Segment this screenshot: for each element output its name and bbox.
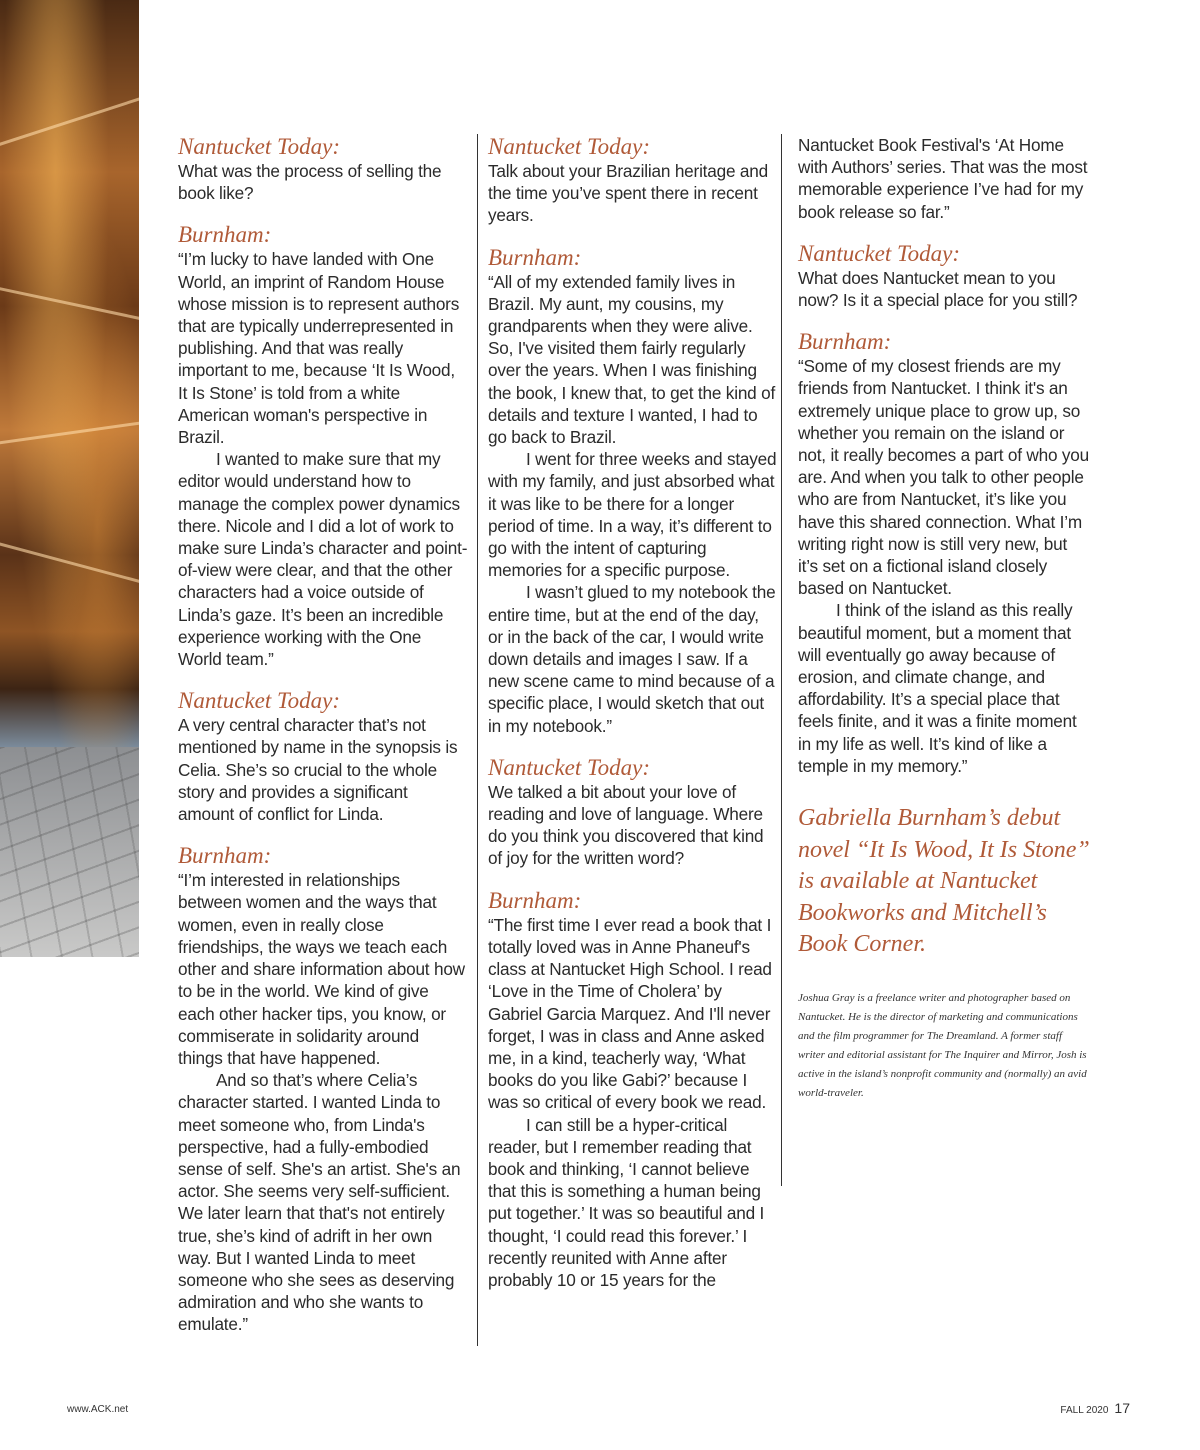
answer-label: Burnham: (798, 329, 892, 355)
column-2 (488, 134, 778, 1291)
question-text: What was the process of selling the book like? (178, 161, 442, 204)
answer-paragraph: “I’m interested in relationships between women and the ways that women, even in really close friendships, the ways we teach each other and share information about how to be in the world. We kind of give each other hacker tips, you know, or commiserate in solidarity around things that have happened. (178, 870, 465, 1068)
question-label: Nantucket Today: (798, 240, 961, 266)
answer-paragraph: “Some of my closest friends are my friends from Nantucket. I think it's an extremely unique place to grow up, so whether you remain on the island or not, it really becomes a part of who you are. And when you talk to other people who are from Nantucket, it’s like you have this shared connection. What I’m writing right now is still very new, but it’s set on a fictional island closely based on Nantucket. (798, 356, 1090, 599)
answer-paragraph: I think of the island as this really beautiful moment, but a moment that will eventually go away because of erosion, and climate change, and affordability. It’s a special place that feels finite, and it was a finite moment in my life as well. It’s kind of like a temple in my memory.” (798, 600, 1077, 776)
column-3 (798, 134, 1090, 1103)
answer-label: Burnham: (178, 843, 272, 869)
answer-paragraph: And so that’s where Celia’s character started. I wanted Linda to meet someone who, from Linda's perspective, had a fully-embodied sense of self. She's an artist. She's an actor. She seems very self-sufficient. We later learn that that's not entirely true, she’s kind of adrift in her own way. But I wanted Linda to meet someone who she sees as deserving admiration and who she wants to emulate.” (178, 1070, 461, 1335)
question-label: Nantucket Today: (488, 754, 651, 780)
answer-paragraph: I went for three weeks and stayed with my family, and just absorbed what it was like to be there for a longer period of time. In a way, it’s different to go with the intent of capturing memories for a specific purpose. (488, 449, 777, 581)
question-label: Nantucket Today: (488, 134, 651, 159)
question-label: Nantucket Today: (178, 688, 341, 714)
column-1 (178, 134, 468, 1336)
answer-label: Burnham: (488, 887, 582, 913)
closing-availability-note: Gabriella Burnham’s debut novel “It Is Wood, It Is Stone” is available at Nantucket Bookworks and Mitchell’s Book Corner. (798, 805, 1090, 958)
question-label: Nantucket Today: (178, 134, 341, 159)
footer-issue (1060, 1400, 1130, 1416)
answer-paragraph: I can still be a hyper-critical reader, but I remember reading that book and thinking, ‘I cannot believe that this is something a human being put together.’ It was so beautiful and I thought, ‘I could read this forever.’ I recently reunited with Anne after probably 10 or 15 years for the (488, 1114, 765, 1290)
answer-paragraph: “All of my extended family lives in Brazil. My aunt, my cousins, my grandparents when they were alive. So, I've visited them fairly regularly over the years. When I was finishing the book, I knew that, to get the kind of details and texture I wanted, I had to go back to Brazil. (488, 271, 776, 448)
answer-paragraph: “The first time I ever read a book that I totally loved was in Anne Phaneuf's class at Nantucket High School. I read ‘Love in the Time of Cholera’ by Gabriel Garcia Marquez. And I'll never forget, I was in class and Anne asked me, in a kind, teacherly way, ‘What books do you like Gabi?’ because I was so critical of every book we read. (488, 914, 772, 1113)
issue-label: FALL 2020 (1060, 1405, 1109, 1416)
question-text: Talk about your Brazilian heritage and the time you’ve spent there in recent years. (488, 161, 768, 226)
question-text: What does Nantucket mean to you now? Is it a special place for you still? (798, 267, 1078, 311)
answer-paragraph: I wasn’t glued to my notebook the entire time, but at the end of the day, or in the back of the car, I would write down details and images I saw. If a new scene came to mind because of a specific place, I would sketch that out in my notebook.” (488, 582, 776, 736)
answer-paragraph: I wanted to make sure that my editor would understand how to manage the complex power dynamics there. Nicole and I did a lot of work to make sure Linda’s character and point-of-view were clear, and that the other characters had a voice outside of Linda’s gaze. It’s been an incredible experience working with the One World team.” (178, 449, 468, 670)
question-text: We talked a bit about your love of reading and love of language. Where do you think you discovered that kind of joy for the written word? (488, 781, 764, 869)
page-number: 17 (1114, 1400, 1130, 1416)
author-bio: Joshua Gray is a freelance writer and photographer based on Nantucket. He is the director of marketing and communications and the film programmer for The Dreamland. A former staff writer and editorial assistant for The Inquirer and Mirror, Josh is active in the island’s nonprofit community and (normally) an avid world-traveler. (798, 991, 1087, 1099)
column-divider (781, 134, 782, 1186)
question-text: A very central character that’s not mentioned by name in the synopsis is Celia. She’s so crucial to the whole story and provides a significant amount of conflict for Linda. (178, 715, 458, 825)
answer-label: Burnham: (488, 244, 582, 270)
continued-paragraph: Nantucket Book Festival's ‘At Home with Authors’ series. That was the most memorable experience I’ve had for my book release so far.” (798, 135, 1088, 222)
column-divider (477, 134, 478, 1346)
answer-paragraph: “I’m lucky to have landed with One World, an imprint of Random House whose mission is to represent authors that are typically underrepresented in publishing. And that was really important to me, because ‘It Is Wood, It Is Stone’ is told from a white American woman's perspective in Brazil. (178, 249, 460, 448)
answer-label: Burnham: (178, 222, 272, 248)
vessel-staircase-photo (0, 0, 139, 957)
footer-url: www.ACK.net (67, 1404, 129, 1415)
